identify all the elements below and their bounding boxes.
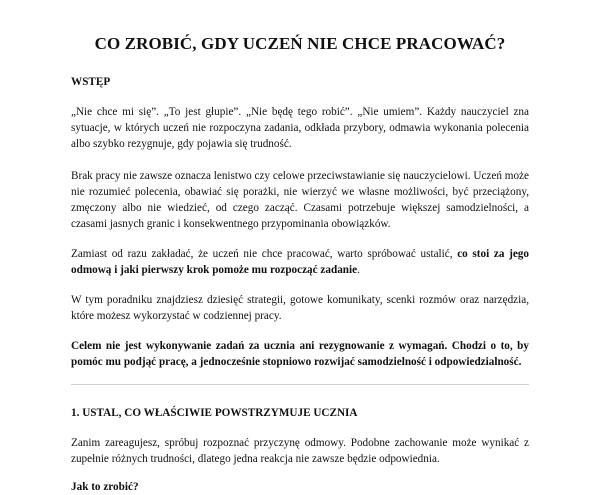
section-1-heading: 1. USTAL, CO WŁAŚCIWIE POWSTRZYMUJE UCZNIA [71, 407, 358, 419]
paragraph-3-text-end: . [357, 264, 360, 276]
subheading-how-to: Jak to zrobić? [71, 481, 139, 493]
intro-heading: WSTĘP [71, 76, 111, 88]
intro-paragraph-5-bold: Celem nie jest wykonywanie zadań za ucznia ani rezygnowanie z wymagań. Chodzi o to, by pomóc mu podjąć pracę, a jednocześnie stopniowo rozwijać samodzielność i odpowiedzialność. [71, 340, 529, 368]
intro-paragraph-1: „Nie chce mi się”. „To jest głupie”. „Nie będę tego robić”. „Nie umiem”. Każdy nauczyciel zna sytuacje, w których uczeń nie rozpoczyna zadania, odkłada przybory, odmawia wykonania polecenia albo szybko rezygnuje, gdy pojawia się trudność. [71, 106, 529, 150]
intro-paragraph-2: Brak pracy nie zawsze oznacza lenistwo czy celowe przeciwstawianie się nauczycielowi. Uczeń może nie rozumieć polecenia, obawiać się porażki, nie wierzyć we własne możliwości, być przeciążony, zmęczony albo nie wiedzieć, od czego zacząć. Czasami potrzebuje większej samodzielności, a czasami jasnych granic i konsekwentnego przypominania obowiązków. [71, 170, 529, 230]
document-body [71, 74, 529, 495]
paragraph-3-bold-text: co stoi za jego odmową i jaki pierwszy krok pomoże mu rozpocząć zadanie [71, 248, 529, 276]
paragraph-3-text-start: Zamiast od razu zakładać, że uczeń nie chce pracować, warto spróbować ustalić, [71, 248, 458, 260]
intro-paragraph-3 [71, 246, 529, 278]
document-title: CO ZROBIĆ, GDY UCZEŃ NIE CHCE PRACOWAĆ? [94, 34, 506, 53]
intro-paragraph-4: W tym poradniku znajdziesz dziesięć strategii, gotowe komunikaty, scenki rozmów oraz narzędzia, które możesz wykorzystać w codziennej pracy. [71, 294, 529, 322]
section-1-paragraph: Zanim zareagujesz, spróbuj rozpoznać przyczynę odmowy. Podobne zachowanie może wynikać z zupełnie różnych trudności, dlatego jedna reakcja nie zawsze będzie odpowiednia. [71, 437, 529, 465]
